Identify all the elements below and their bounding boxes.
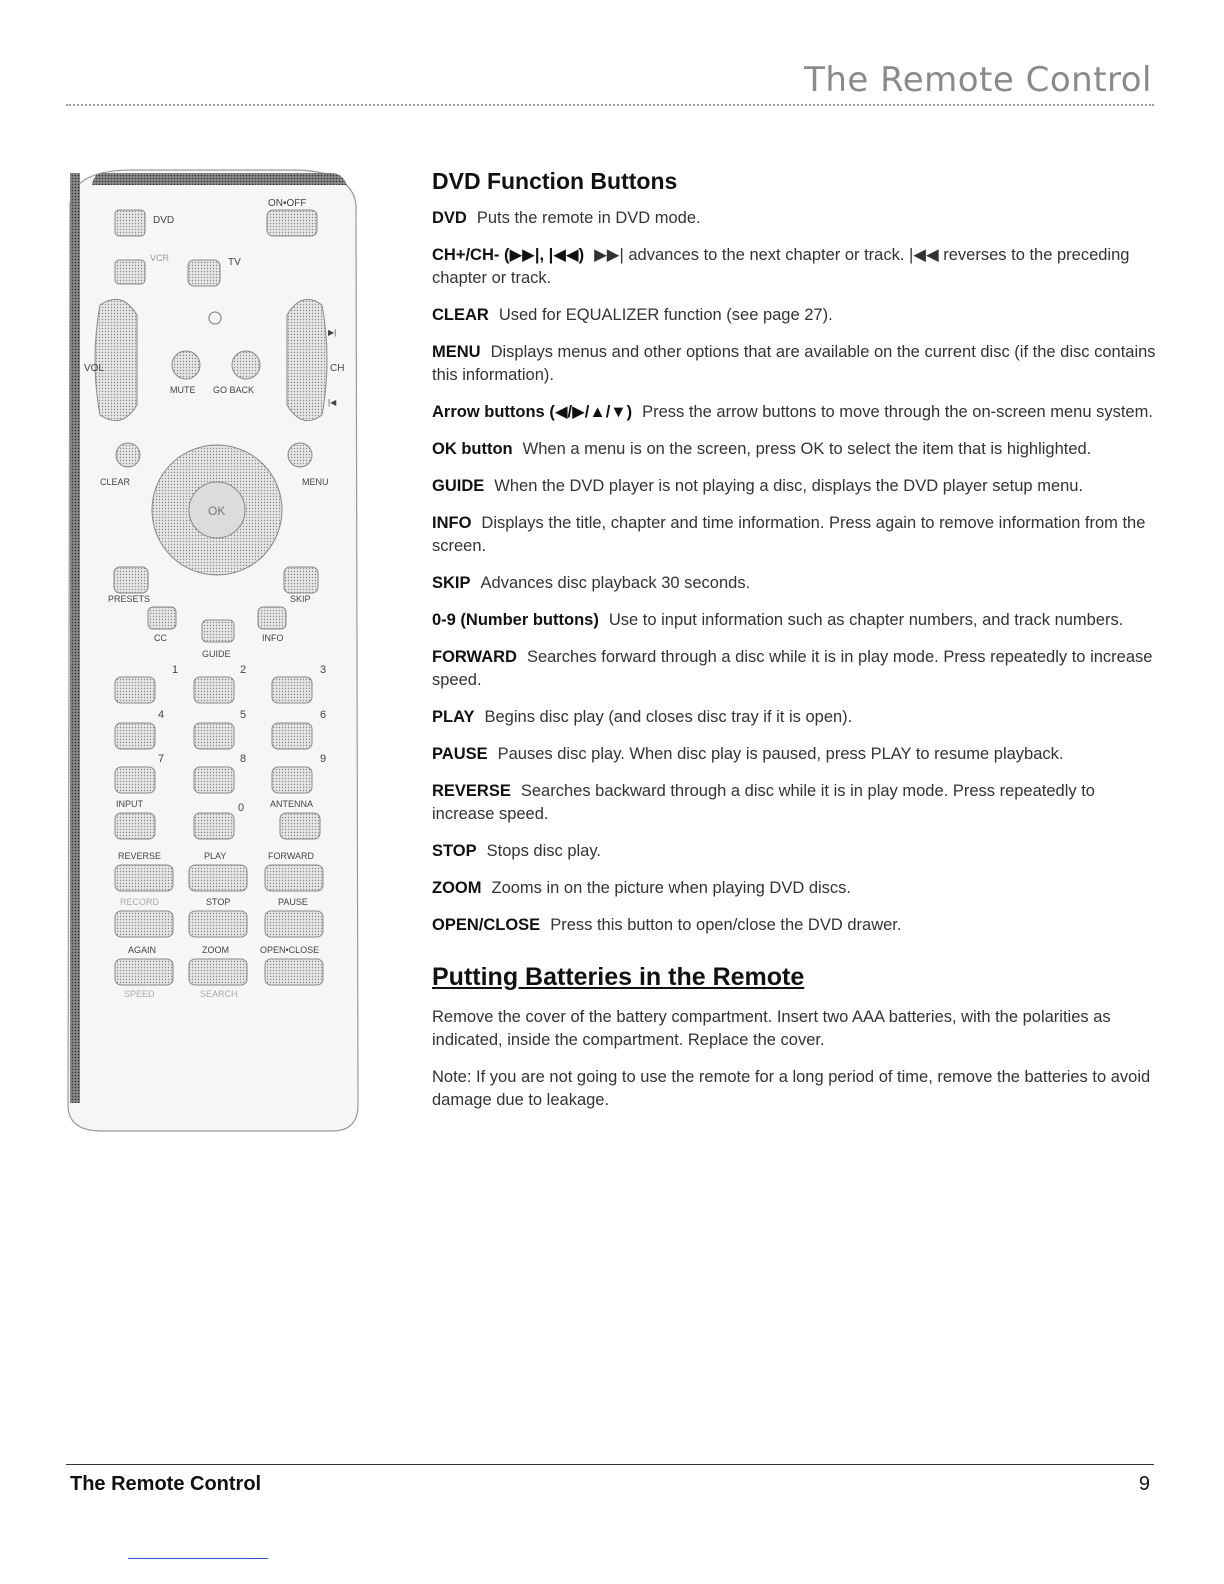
antenna-label: ANTENNA [270, 799, 314, 809]
next-chapter-icon: ▶| [328, 328, 337, 337]
dvd-entry-term: OPEN/CLOSE [432, 916, 541, 934]
mute-button [172, 351, 200, 379]
dvd-entry-term: FORWARD [432, 648, 517, 666]
dvd-entry [432, 877, 1156, 900]
dvd-entry [432, 244, 1156, 290]
speed-label: SPEED [124, 989, 155, 999]
digit-2-button [194, 677, 234, 703]
vol-label: VOL [84, 363, 105, 374]
digit-5-button [194, 723, 234, 749]
digit-1-label: 1 [172, 664, 179, 676]
digit-6-label: 6 [320, 709, 327, 721]
guide-button [202, 620, 234, 642]
dvd-entry [432, 438, 1156, 461]
dvd-label: DVD [153, 215, 175, 226]
digit-3-label: 3 [320, 664, 327, 676]
record-button [115, 911, 173, 937]
dvd-function-buttons-heading: DVD Function Buttons [432, 168, 678, 194]
dvd-entry-term: SKIP [432, 574, 471, 592]
digit-3-button [272, 677, 312, 703]
dvd-entry-text: Use to input information such as chapter numbers, and track numbers. [608, 611, 1124, 629]
forward-button [265, 865, 323, 891]
batteries-paragraph: Remove the cover of the battery compartment. Insert two AAA batteries, with the polarities as indicated, inside the compartment. Replace the cover. [432, 1008, 1111, 1049]
digit-7-label: 7 [158, 753, 165, 765]
on-off-label: ON•OFF [268, 198, 307, 209]
dvd-entry [432, 609, 1156, 632]
dvd-entry-text: When the DVD player is not playing a disc, displays the DVD player setup menu. [494, 477, 1084, 495]
dvd-entry-term: PLAY [432, 708, 475, 726]
pause-button [265, 911, 323, 937]
forward-label: FORWARD [268, 851, 314, 861]
digit-9-button [272, 767, 312, 793]
clear-label: CLEAR [100, 477, 131, 487]
dvd-entry-term: 0-9 (Number buttons) [432, 611, 599, 629]
dvd-entry-text: Used for EQUALIZER function (see page 27). [498, 306, 833, 324]
dvd-entry-text: Press the arrow buttons to move through the on-screen menu system. [642, 403, 1153, 421]
dvd-entry-term: REVERSE [432, 782, 511, 800]
presets-label: PRESETS [108, 594, 151, 604]
guide-label: GUIDE [202, 649, 231, 659]
dvd-entry-term: STOP [432, 842, 477, 860]
dvd-entry [432, 780, 1156, 826]
input-label: INPUT [116, 799, 143, 809]
zoom-button [189, 959, 247, 985]
cc-label: CC [154, 633, 167, 643]
ch-rocker [287, 299, 327, 420]
digit-8-label: 8 [240, 753, 247, 765]
go-back-label: GO BACK [213, 385, 255, 395]
tv-button [188, 260, 220, 286]
dvd-entry [432, 572, 1156, 595]
pause-label: PAUSE [278, 897, 308, 907]
dvd-entry-text: Zooms in on the picture when playing DVD discs. [491, 879, 852, 897]
antenna-button [280, 813, 320, 839]
content-column [432, 168, 1156, 1126]
bottom-mark [128, 1558, 268, 1559]
digit-4-button [115, 723, 155, 749]
dvd-entry-term: MENU [432, 343, 481, 361]
dvd-entry-term: OK button [432, 440, 513, 458]
stop-button [189, 911, 247, 937]
dvd-entry [432, 304, 1156, 327]
input-button [115, 813, 155, 839]
on-off-button [267, 210, 317, 236]
dvd-entry [432, 743, 1156, 766]
play-label: PLAY [204, 851, 227, 861]
dvd-entry [432, 646, 1156, 692]
reverse-label: REVERSE [118, 851, 162, 861]
dvd-entry [432, 706, 1156, 729]
digit-1-button [115, 677, 155, 703]
dvd-entry-term: DVD [432, 209, 467, 227]
digit-5-label: 5 [240, 709, 247, 721]
zoom-label: ZOOM [202, 945, 229, 955]
footer-divider [66, 1464, 1154, 1465]
dvd-entries-list [432, 207, 1156, 937]
dvd-entry-text: Displays the title, chapter and time information. Press again to remove information from the screen. [432, 514, 1146, 555]
dvd-entry [432, 840, 1156, 863]
dvd-entry-term: INFO [432, 514, 472, 532]
dvd-entry-term: PAUSE [432, 745, 488, 763]
dvd-entry-term: CH+/CH- (▶▶|, |◀◀) [432, 246, 585, 264]
dvd-entry-term: CLEAR [432, 306, 489, 324]
again-button [115, 959, 173, 985]
header-divider [66, 104, 1154, 106]
menu-label: MENU [302, 477, 329, 487]
dvd-entry-term: ZOOM [432, 879, 482, 897]
digit-9-label: 9 [320, 753, 327, 765]
tv-label: TV [228, 257, 241, 268]
dvd-entry-text: Puts the remote in DVD mode. [476, 209, 701, 227]
dvd-entry-text: Pauses disc play. When disc play is paused, press PLAY to resume playback. [497, 745, 1064, 763]
play-button [189, 865, 247, 891]
remote-control-illustration [62, 165, 362, 1140]
batteries-paragraph: Note: If you are not going to use the remote for a long period of time, remove the batteries to avoid damage due to leakage. [432, 1068, 1151, 1109]
dvd-entry-term: Arrow buttons (◀/▶/▲/▼) [432, 403, 633, 421]
prev-chapter-icon: |◀ [328, 398, 337, 407]
dvd-entry [432, 475, 1156, 498]
mute-label: MUTE [170, 385, 196, 395]
dvd-entry-text: Advances disc playback 30 seconds. [480, 574, 751, 592]
digit-6-button [272, 723, 312, 749]
cc-button [148, 607, 176, 629]
digit-7-button [115, 767, 155, 793]
dvd-entry-term: GUIDE [432, 477, 485, 495]
dvd-entry-text: When a menu is on the screen, press OK to select the item that is highlighted. [522, 440, 1092, 458]
info-button [258, 607, 286, 629]
search-label: SEARCH [200, 989, 238, 999]
vcr-button [115, 260, 145, 284]
digit-4-label: 4 [158, 709, 165, 721]
dvd-entry [432, 207, 1156, 230]
page-header-title: The Remote Control [804, 60, 1152, 100]
ok-label: OK [208, 504, 226, 518]
skip-label: SKIP [290, 594, 311, 604]
menu-button [288, 443, 312, 467]
reverse-button [115, 865, 173, 891]
batteries-paragraphs [432, 1006, 1156, 1112]
dvd-entry-text: Searches backward through a disc while it is in play mode. Press repeatedly to increase speed. [432, 782, 1095, 823]
remote-edge [70, 173, 80, 1103]
presets-button [114, 567, 148, 593]
ch-label: CH [330, 363, 345, 374]
digit-0-button [194, 813, 234, 839]
open-close-button [265, 959, 323, 985]
clear-button [116, 443, 140, 467]
dvd-entry [432, 512, 1156, 558]
dvd-entry-text: Press this button to open/close the DVD drawer. [550, 916, 902, 934]
dvd-entry-text: Displays menus and other options that are available on the current disc (if the disc contains this information). [432, 343, 1156, 384]
footer-title: The Remote Control [70, 1473, 262, 1495]
stop-label: STOP [206, 897, 231, 907]
dvd-entry-text: Searches forward through a disc while it is in play mode. Press repeatedly to increase speed. [432, 648, 1153, 689]
dvd-entry-text: Begins disc play (and closes disc tray if it is open). [484, 708, 853, 726]
info-label: INFO [262, 633, 284, 643]
vcr-label: VCR [150, 253, 170, 263]
digit-8-button [194, 767, 234, 793]
again-label: AGAIN [128, 945, 157, 955]
dvd-entry-text: Stops disc play. [486, 842, 601, 860]
page-number: 9 [1138, 1473, 1150, 1495]
dvd-entry [432, 914, 1156, 937]
vol-rocker [95, 299, 137, 420]
open-close-label: OPEN•CLOSE [260, 945, 320, 955]
go-back-button [232, 351, 260, 379]
dvd-entry [432, 341, 1156, 387]
record-label: RECORD [120, 897, 160, 907]
dvd-entry [432, 401, 1156, 424]
digit-2-label: 2 [240, 664, 247, 676]
dvd-button [115, 210, 145, 236]
dvd-entry-text: ▶▶| advances to the next chapter or track. |◀◀ reverses to the preceding chapter or track. [432, 246, 1130, 287]
skip-button [284, 567, 318, 593]
digit-0-label: 0 [238, 802, 245, 814]
batteries-heading: Putting Batteries in the Remote [432, 963, 805, 991]
